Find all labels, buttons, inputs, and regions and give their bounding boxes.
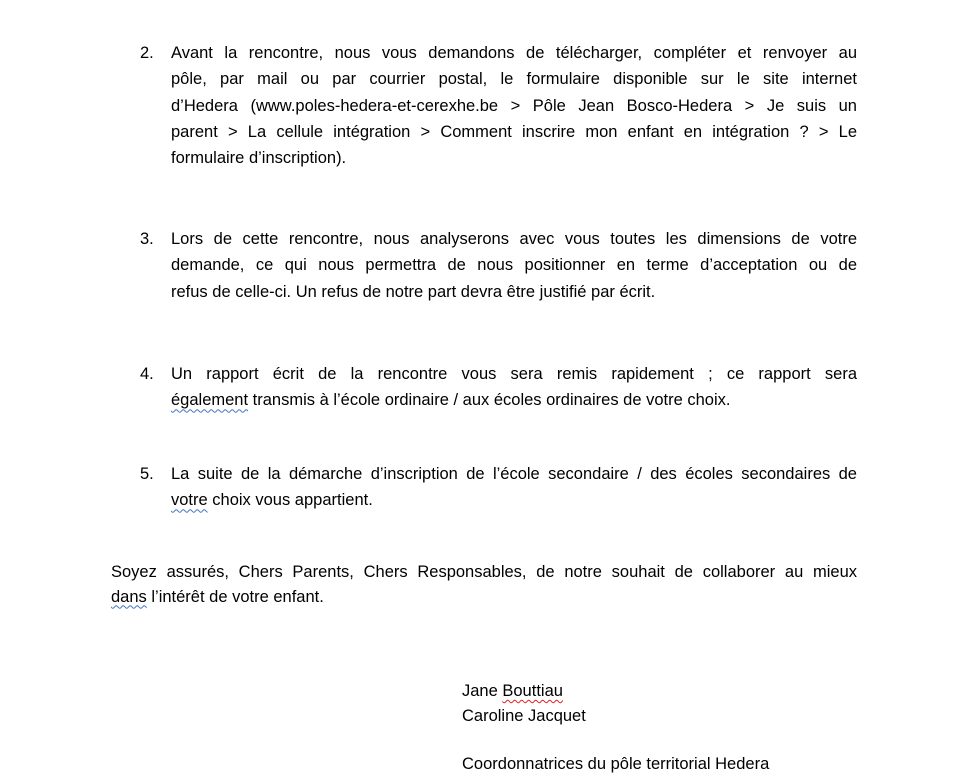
list-number: 2. <box>140 44 154 62</box>
first-name: Jane <box>462 682 503 700</box>
spelling-flagged-word[interactable]: Bouttiau <box>502 682 563 700</box>
signatory-role: Coordonnatrices du pôle territorial Hedera <box>462 755 770 773</box>
text-line: d’Hedera (www.poles-hedera-et-cerexhe.be > Pôle Jean Bosco-Hedera > Je suis un <box>171 96 857 115</box>
grammar-flagged-word[interactable]: dans <box>111 587 147 606</box>
text-line: Avant la rencontre, nous vous demandons de télécharger, compléter et renvoyer au <box>171 44 857 62</box>
list-number: 4. <box>140 365 154 383</box>
grammar-flagged-word[interactable]: votre <box>171 491 208 510</box>
text-line: pôle, par mail ou par courrier postal, le formulaire disponible sur le site internet <box>171 70 857 89</box>
list-number: 3. <box>140 230 154 248</box>
list-item-text <box>171 40 857 171</box>
text-line: refus de celle-ci. Un refus de notre part devra être justifié par écrit. <box>171 282 656 301</box>
text-fragment: transmis à l’école ordinaire / aux écoles ordinaires de votre choix. <box>248 391 731 410</box>
text-line: demande, ce qui nous permettra de nous positionner en terme d’acceptation ou de <box>171 256 857 275</box>
text-line: Soyez assurés, Chers Parents, Chers Responsables, de notre souhait de collaborer au mieux <box>111 563 857 581</box>
list-number: 5. <box>140 465 154 483</box>
text-line <box>171 387 857 413</box>
signatory-name-2: Caroline Jacquet <box>462 707 586 725</box>
text-line: Lors de cette rencontre, nous analyserons avec vous toutes les dimensions de votre <box>171 230 857 248</box>
list-item-text <box>171 361 857 414</box>
text-line: formulaire d’inscription). <box>171 149 347 168</box>
grammar-flagged-word[interactable]: également <box>171 391 249 410</box>
text-line <box>111 585 857 610</box>
closing-paragraph <box>111 560 857 609</box>
signatory-name-1 <box>462 679 563 704</box>
list-item-text <box>171 461 857 514</box>
text-line <box>171 487 857 513</box>
text-fragment: l’intérêt de votre enfant. <box>146 587 324 606</box>
text-fragment: choix vous appartient. <box>207 491 373 510</box>
text-line: Un rapport écrit de la rencontre vous sera remis rapidement ; ce rapport sera <box>171 365 857 383</box>
list-item-text <box>171 226 857 305</box>
text-line: La suite de la démarche d’inscription de l’école secondaire / des écoles secondaires de <box>171 465 857 483</box>
text-line: parent > La cellule intégration > Comment inscrire mon enfant en intégration ? > Le <box>171 122 857 141</box>
